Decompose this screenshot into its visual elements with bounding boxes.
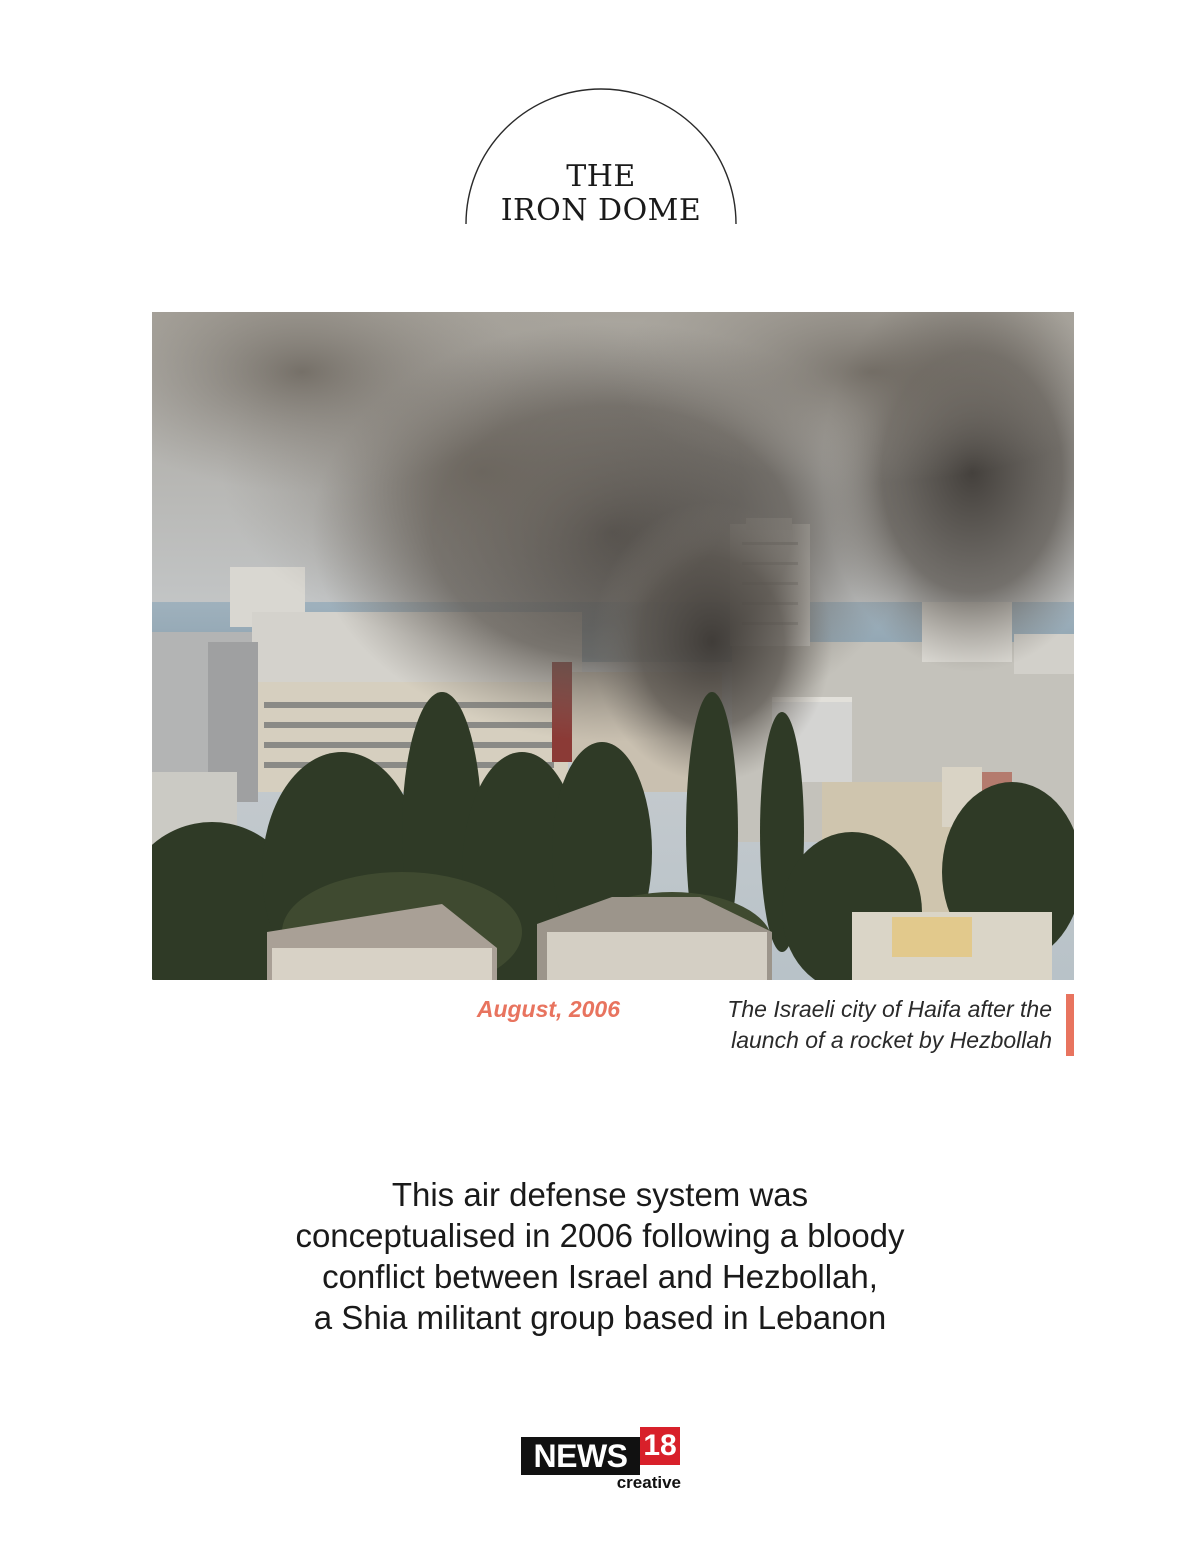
body-line3: conflict between Israel and Hezbollah, xyxy=(322,1258,878,1295)
logo-news-text: NEWS xyxy=(521,1437,640,1475)
photo-caption xyxy=(420,994,1070,1058)
haifa-smoke-photo xyxy=(152,312,1074,980)
caption-date: August, 2006 xyxy=(476,996,620,1022)
logo-number: 18 xyxy=(640,1427,680,1465)
caption-text-line1: The Israeli city of Haifa after the xyxy=(727,996,1052,1022)
page-title-line1: THE xyxy=(566,159,636,194)
page-title-line2: IRON DOME xyxy=(500,193,702,228)
body-line1: This air defense system was xyxy=(391,1176,809,1213)
news18-creative-logo xyxy=(521,1427,681,1491)
caption-text xyxy=(642,994,1052,1056)
body-line4: a Shia militant group based in Lebanon xyxy=(313,1299,887,1336)
body-line2: conceptualised in 2006 following a bloody xyxy=(295,1217,905,1254)
caption-text-line2: launch of a rocket by Hezbollah xyxy=(731,1027,1052,1053)
caption-accent-bar xyxy=(1066,994,1074,1056)
title-block xyxy=(464,88,738,228)
body-paragraph xyxy=(150,1174,1050,1338)
logo-sub-text: creative xyxy=(616,1473,681,1492)
